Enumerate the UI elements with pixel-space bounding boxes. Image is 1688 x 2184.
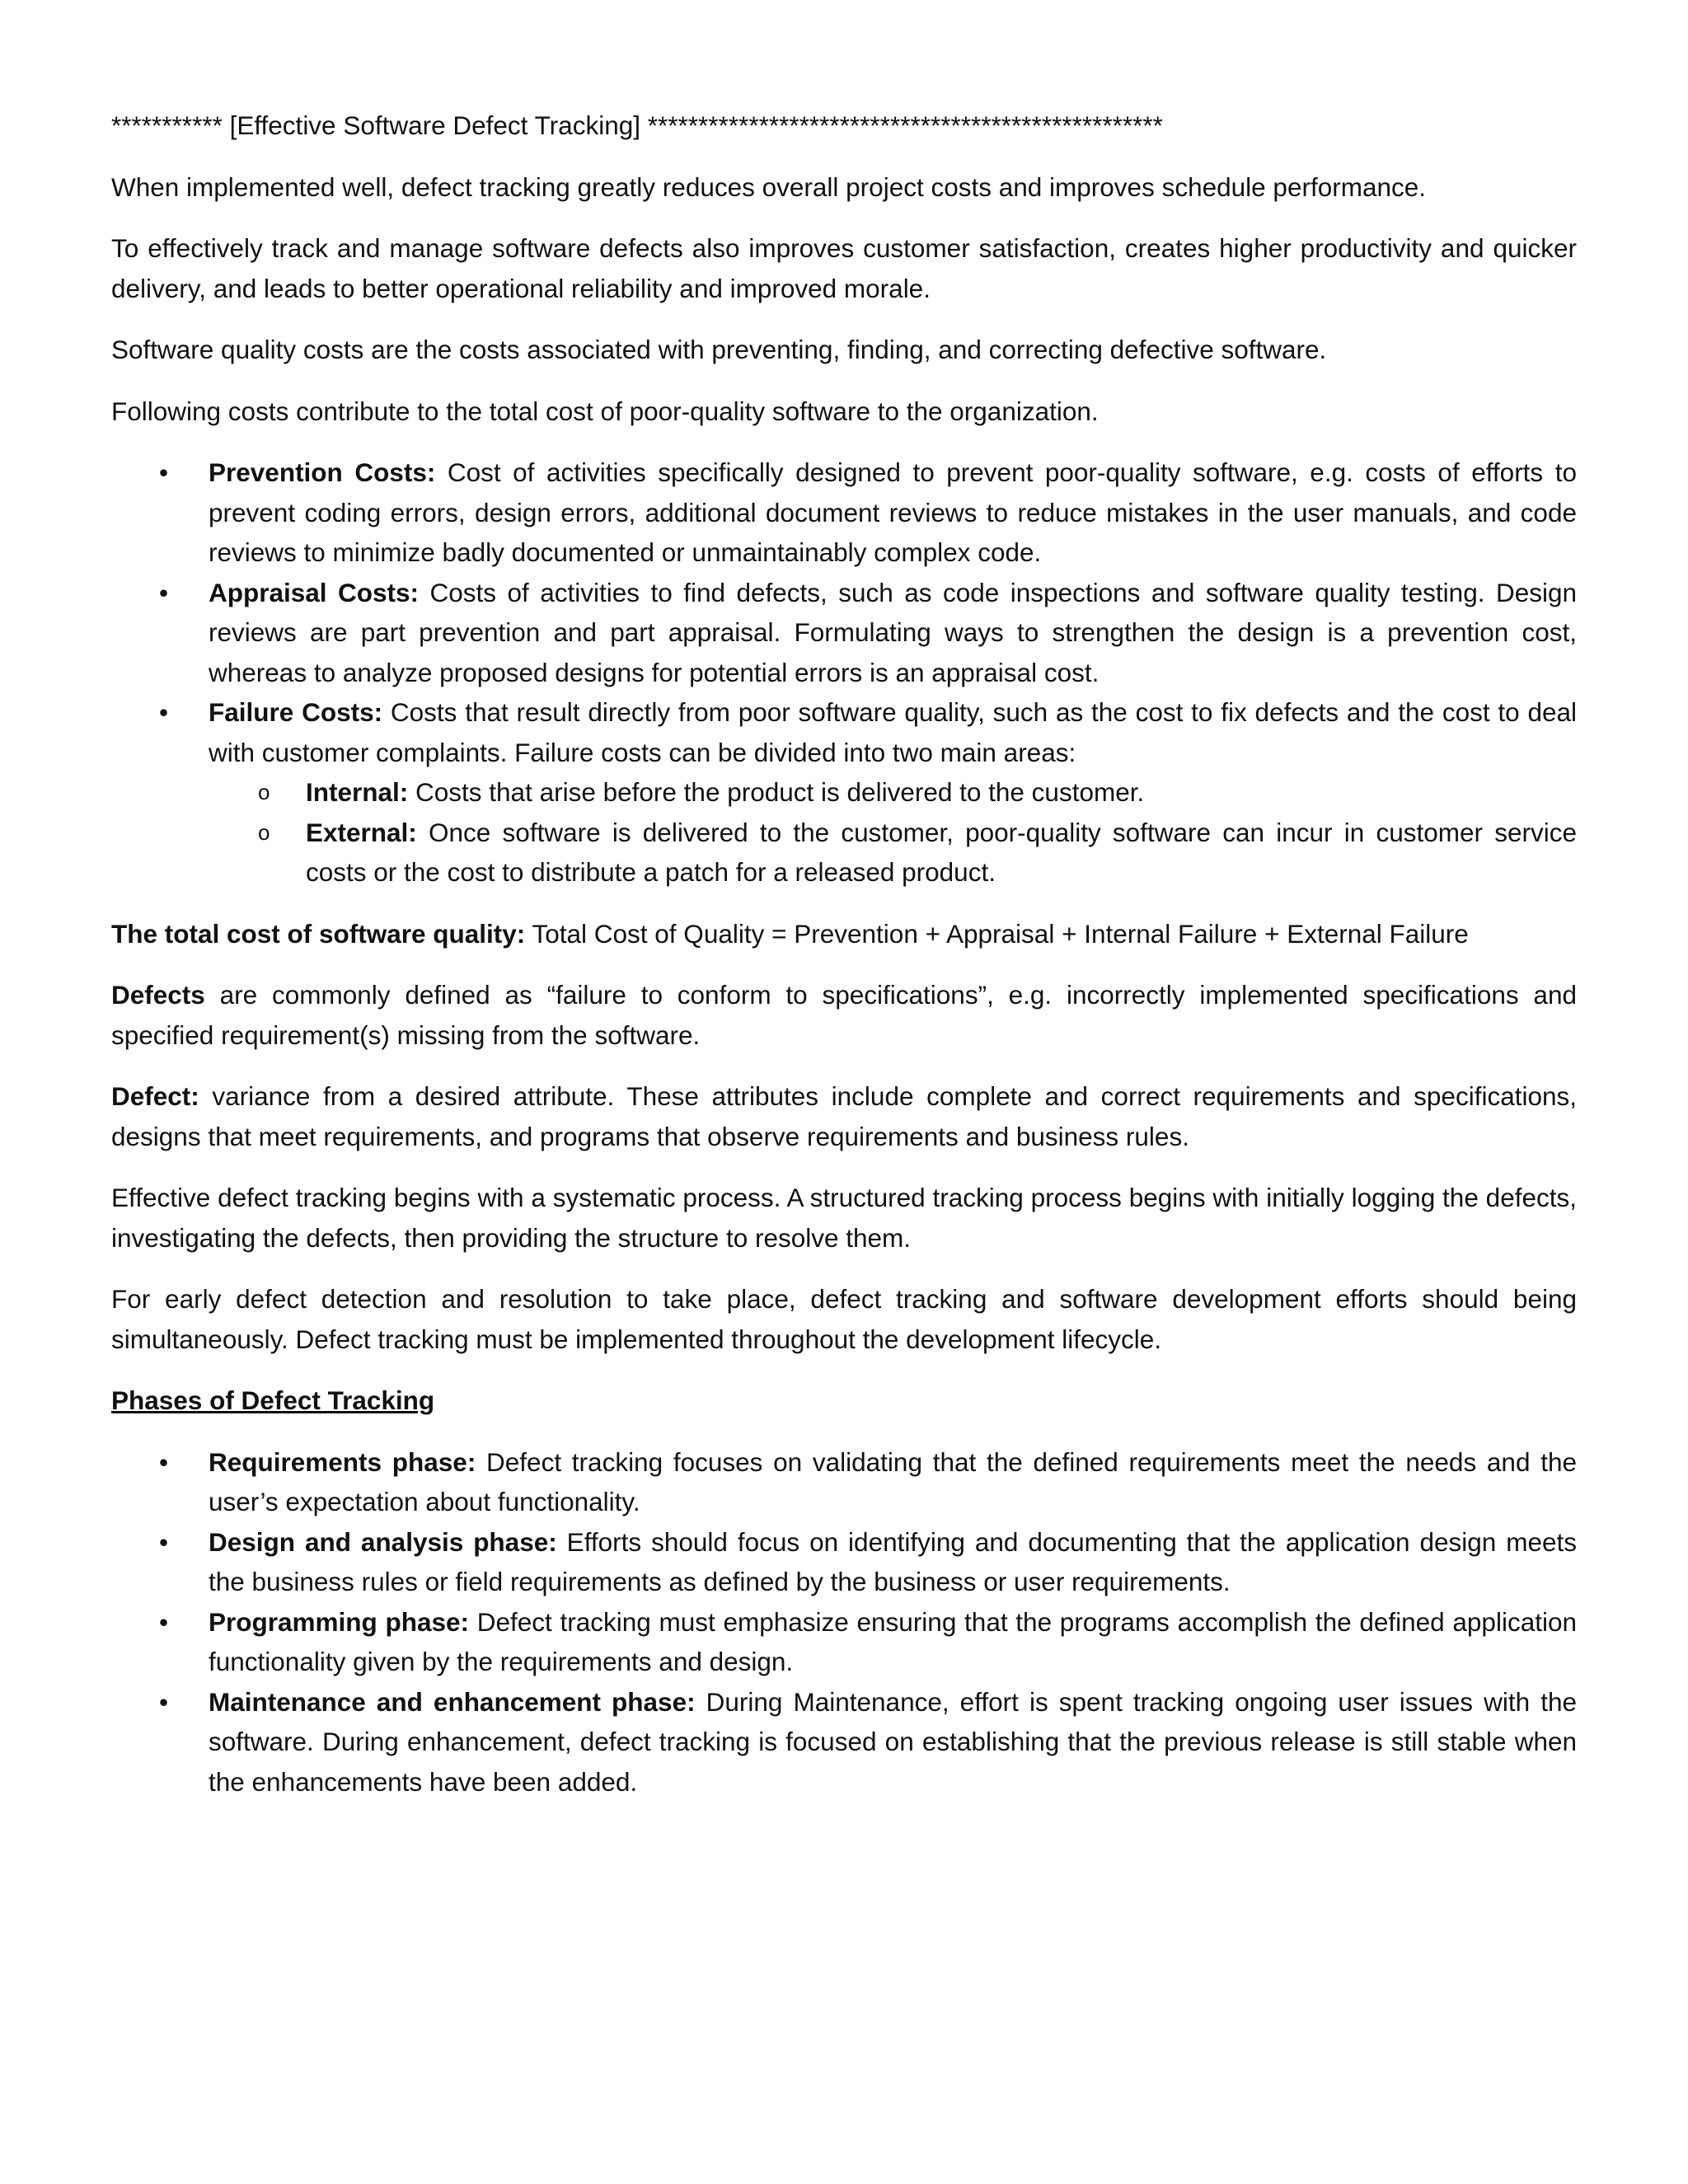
phases-list xyxy=(111,1442,1577,1802)
phase-text: Efforts should focus on identifying and documenting that the application design meets the business rules or field requirements as defined by the business or user requirements. xyxy=(209,1526,1577,1596)
failure-sublist xyxy=(209,772,1577,893)
cost-item-appraisal xyxy=(111,573,1577,693)
cost-item-failure xyxy=(111,692,1577,893)
bullet-icon: • xyxy=(159,577,169,607)
phase-term: Programming phase: xyxy=(209,1606,470,1637)
failure-text: Costs that arise before the product is delivered to the customer. xyxy=(408,777,1145,807)
following-costs-paragraph: Following costs contribute to the total cost of poor-quality software to the organization. xyxy=(111,396,1099,426)
defects-definition-paragraph xyxy=(111,975,1577,1055)
failure-text: Once software is delivered to the customer, poor-quality software can incur in customer service costs or the cost to distribute a patch for a released product. xyxy=(306,817,1577,887)
bullet-icon: • xyxy=(159,457,169,487)
phase-item-maintenance xyxy=(111,1682,1577,1802)
bullet-icon: • xyxy=(159,1526,169,1557)
defect-text: variance from a desired attribute. These attributes include complete and correct requirements and specifications, designs that meet requirements, and programs that observe requirements and business rules. xyxy=(111,1081,1577,1151)
phases-heading: Phases of Defect Tracking xyxy=(111,1385,435,1415)
total-cost-paragraph xyxy=(111,914,1577,954)
cost-item-prevention xyxy=(111,452,1577,573)
phase-text: Defect tracking must emphasize ensuring that the programs accomplish the defined application functionality given by the requirements and design. xyxy=(209,1606,1578,1676)
bullet-icon: • xyxy=(159,1606,169,1637)
defects-text: are commonly defined as “failure to conform to specifications”, e.g. incorrectly implemented specifications and specified requirement(s) missing from the software. xyxy=(111,980,1577,1050)
cost-term: Prevention Costs: xyxy=(209,457,436,487)
defect-term: Defect: xyxy=(111,1081,199,1111)
cost-term: Failure Costs: xyxy=(209,697,383,727)
cost-text: Cost of activities specifically designed to prevent poor-quality software, e.g. costs of efforts to prevent coding errors, design errors, additional document reviews to reduce mistakes in the user manuals, and code reviews to minimize badly documented or unmaintainably complex code. xyxy=(209,457,1577,567)
intro-paragraph: When implemented well, defect tracking greatly reduces overall project costs and improves schedule performance. xyxy=(111,171,1427,202)
sub-bullet-icon: o xyxy=(258,819,270,845)
early-detection-paragraph: For early defect detection and resolution to take place, defect tracking and software development efforts should being simultaneously. Defect tracking must be implemented throughout the development lifecycle. xyxy=(111,1284,1577,1354)
quality-costs-paragraph: Software quality costs are the costs associated with preventing, finding, and correcting defective software. xyxy=(111,335,1327,364)
cost-text: Costs that result directly from poor software quality, such as the cost to fix defects and the cost to deal with customer complaints. Failure costs can be divided into two main areas: xyxy=(209,697,1577,767)
failure-item-external xyxy=(209,813,1577,893)
bullet-icon: • xyxy=(159,697,169,727)
cost-term: Appraisal Costs: xyxy=(209,577,420,607)
cost-list xyxy=(111,452,1577,893)
phase-item-design xyxy=(111,1522,1577,1602)
phase-item-programming xyxy=(111,1602,1577,1682)
document-page xyxy=(111,105,1577,1823)
defects-term: Defects xyxy=(111,980,205,1010)
phase-text: During Maintenance, effort is spent tracking ongoing user issues with the software. During enhancement, defect tracking is focused on establishing that the previous release is still stable when the enhancements have been added. xyxy=(209,1686,1577,1797)
total-cost-term: The total cost of software quality: xyxy=(111,918,526,949)
defect-definition-paragraph xyxy=(111,1076,1577,1156)
cost-text: Costs of activities to find defects, such as code inspections and software quality testing. Design reviews are part prevention and part appraisal. Formulating ways to strengthen the design is a prevention cost, whereas to analyze proposed designs for potential errors is an appraisal cost. xyxy=(209,577,1577,687)
failure-term: External: xyxy=(306,817,417,847)
failure-item-internal xyxy=(209,772,1577,813)
bullet-icon: • xyxy=(159,1446,169,1477)
benefits-paragraph: To effectively track and manage software defects also improves customer satisfaction, creates higher productivity and quicker delivery, and leads to better operational reliability and improved morale. xyxy=(111,233,1577,303)
bullet-icon: • xyxy=(159,1686,169,1717)
phase-item-requirements xyxy=(111,1442,1577,1522)
failure-term: Internal: xyxy=(306,777,409,807)
sub-bullet-icon: o xyxy=(258,780,270,804)
phase-term: Maintenance and enhancement phase: xyxy=(209,1686,696,1717)
phase-term: Requirements phase: xyxy=(209,1446,476,1477)
document-title: *********** [Effective Software Defect Tracking] *************************************************** xyxy=(111,110,1163,140)
phase-term: Design and analysis phase: xyxy=(209,1526,557,1557)
systematic-process-paragraph: Effective defect tracking begins with a systematic process. A structured tracking process begins with initially logging the defects, investigating the defects, then providing the structure to resolve them. xyxy=(111,1183,1577,1253)
total-cost-text: Total Cost of Quality = Prevention + Appraisal + Internal Failure + External Failure xyxy=(525,918,1469,949)
phase-text: Defect tracking focuses on validating that the defined requirements meet the needs and the user’s expectation about functionality. xyxy=(209,1446,1577,1516)
